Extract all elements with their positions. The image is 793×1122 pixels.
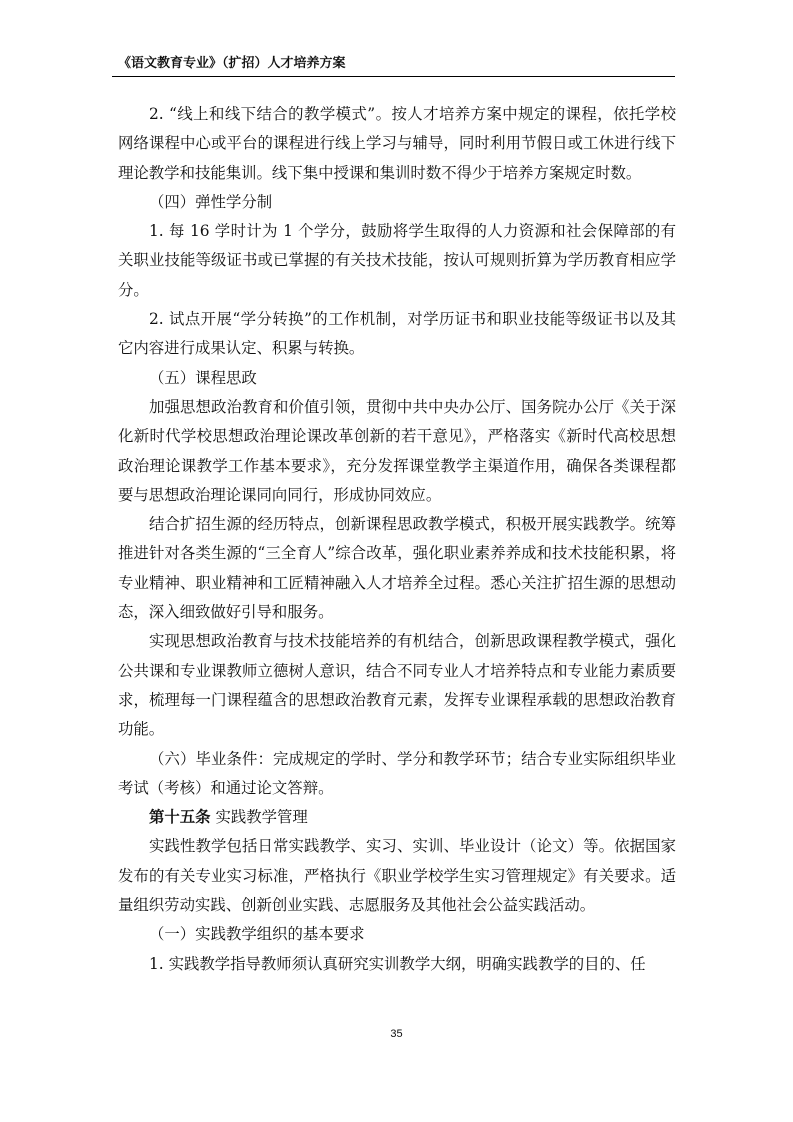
- paragraph: 1. 每 16 学时计为 1 个学分，鼓励将学生取得的人力资源和社会保障部的有关职业技能等级证书或已掌握的有关技术技能，按认可规则折算为学历教育相应学分。: [118, 222, 676, 299]
- section-heading: （五）课程思政: [149, 368, 257, 387]
- running-header: 《语文教育专业》（扩招）人才培养方案: [118, 56, 346, 71]
- paragraph: 加强思想政治教育和价值引领，贯彻中共中央办公厅、国务院办公厅《关于深化新时代学校思想政治理论课改革创新的若干意见》，严格落实《新时代高校思想政治理论课教学工作基本要求》，充分发挥课堂教学主渠道作用，确保各类课程都要与思想政治理论课同向同行，形成协同效应。: [118, 397, 676, 504]
- paragraph: 2. “线上和线下结合的教学模式”。按人才培养方案中规定的课程，依托学校网络课程中心或平台的课程进行线上学习与辅导，同时利用节假日或工休进行线下理论教学和技能集训。线下集中授课和集训时数不得少于培养方案规定时数。: [118, 105, 676, 182]
- page-number: 35: [390, 1028, 403, 1040]
- paragraph: 2. 试点开展“学分转换”的工作机制，对学历证书和职业技能等级证书以及其它内容进行成果认定、积累与转换。: [118, 310, 676, 358]
- article-number: 第十五条: [149, 808, 211, 827]
- header-rule: [112, 76, 675, 77]
- section-heading: （四）弹性学分制: [149, 192, 273, 211]
- section-heading: （一）实践教学组织的基本要求: [149, 925, 365, 944]
- article-title: 实践教学管理: [210, 808, 308, 827]
- paragraph: 实现思想政治教育与技术技能培养的有机结合，创新思政课程教学模式，强化公共课和专业课教师立德树人意识，结合不同专业人才培养特点和专业能力素质要求，梳理每一门课程蕴含的思想政治教育元素，发挥专业课程承载的思想政治教育功能。: [118, 632, 676, 739]
- paragraph: 实践性教学包括日常实践教学、实习、实训、毕业设计（论文）等。依据国家发布的有关专业实习标准，严格执行《职业学校学生实习管理规定》有关要求。适量组织劳动实践、创新创业实践、志愿服务及其他社会公益实践活动。: [118, 837, 676, 915]
- paragraph: 结合扩招生源的经历特点，创新课程思政教学模式，积极开展实践教学。统筹推进针对各类生源的“三全育人”综合改革，强化职业素养养成和技术技能积累，将专业精神、职业精神和工匠精神融入人才培养全过程。悉心关注扩招生源的思想动态，深入细致做好引导和服务。: [118, 515, 676, 622]
- article-heading: [118, 803, 676, 832]
- paragraph: 1. 实践教学指导教师须认真研究实训教学大纲，明确实践教学的目的、任: [149, 954, 646, 973]
- body-text: [118, 100, 676, 979]
- paragraph: （六）毕业条件：完成规定的学时、学分和教学环节；结合专业实际组织毕业考试（考核）和通过论文答辩。: [118, 749, 676, 797]
